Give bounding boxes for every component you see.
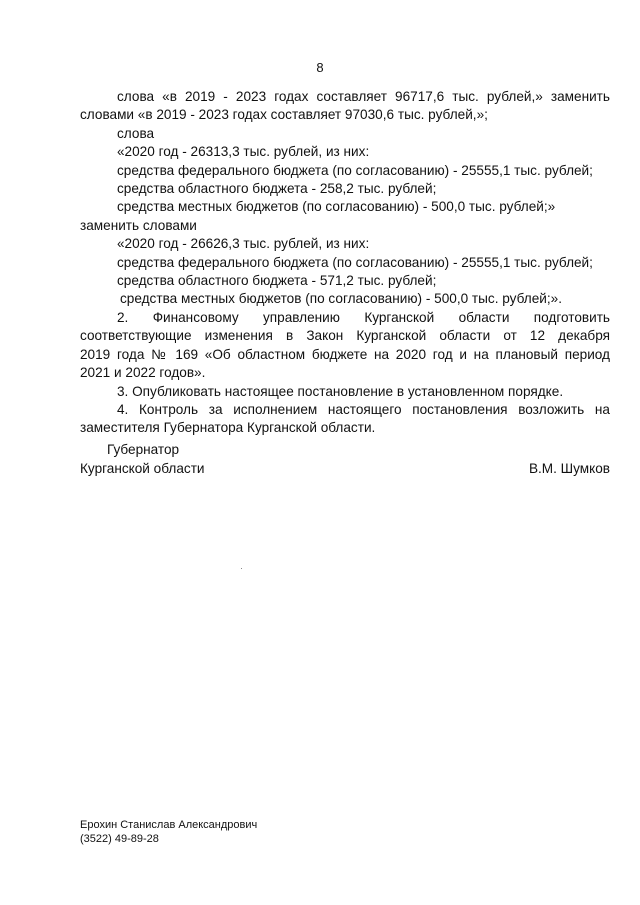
page-number: 8 [316, 60, 324, 75]
signatory-name: В.М. Шумков [528, 461, 610, 476]
executor-phone: (3522) 49-89-28 [80, 833, 159, 845]
paragraph-line: 3. Опубликовать настоящее постановление в установленном порядке. [117, 383, 564, 399]
paragraph-line: средства областного бюджета - 571,2 тыс. рублей; [117, 273, 437, 289]
paragraph-line: 4. Контроль за исполнением настоящего постановления возложить на [117, 401, 610, 417]
signatory-title-line1: Губернатор [107, 442, 180, 457]
signature-block [80, 440, 610, 478]
paragraph-line: средства федерального бюджета (по согласованию) - 25555,1 тыс. рублей; [117, 254, 593, 270]
paragraph-line: 2021 и 2022 годов». [80, 365, 206, 381]
executor-info [80, 818, 257, 846]
paragraph-line: «2020 год - 26626,3 тыс. рублей, из них: [117, 236, 370, 252]
paragraph-line: слова [117, 125, 155, 141]
paragraph-line: средства областного бюджета - 258,2 тыс. рублей; [117, 181, 437, 197]
paragraph-line: средства федерального бюджета (по согласованию) - 25555,1 тыс. рублей; [117, 162, 593, 178]
paragraph-line: слова «в 2019 - 2023 годах составляет 96717,6 тыс. рублей,» заменить [117, 89, 610, 104]
scan-speck [241, 568, 242, 569]
paragraph-line: словами «в 2019 - 2023 годах составляет 97030,6 тыс. рублей,»; [80, 107, 488, 123]
paragraph-line: соответствующие изменения в Закон Курганской области от 12 декабря [80, 328, 610, 344]
executor-name: Ерохин Станислав Александрович [80, 819, 258, 831]
paragraph-line: 2. Финансовому управлению Курганской области подготовить [117, 309, 610, 325]
paragraph-line: средства местных бюджетов (по согласованию) - 500,0 тыс. рублей;». [120, 291, 563, 307]
document-body [80, 88, 610, 438]
paragraph-line: средства местных бюджетов (по согласованию) - 500,0 тыс. рублей;» [117, 199, 556, 215]
paragraph-line: заместителя Губернатора Курганской области. [80, 420, 376, 436]
signatory-title-line2: Курганской области [80, 461, 205, 476]
paragraph-line: заменить словами [80, 217, 197, 233]
paragraph-line: 2019 года № 169 «Об областном бюджете на 2020 год и на плановый период [80, 346, 610, 362]
paragraph-line: «2020 год - 26313,3 тыс. рублей, из них: [117, 144, 370, 160]
